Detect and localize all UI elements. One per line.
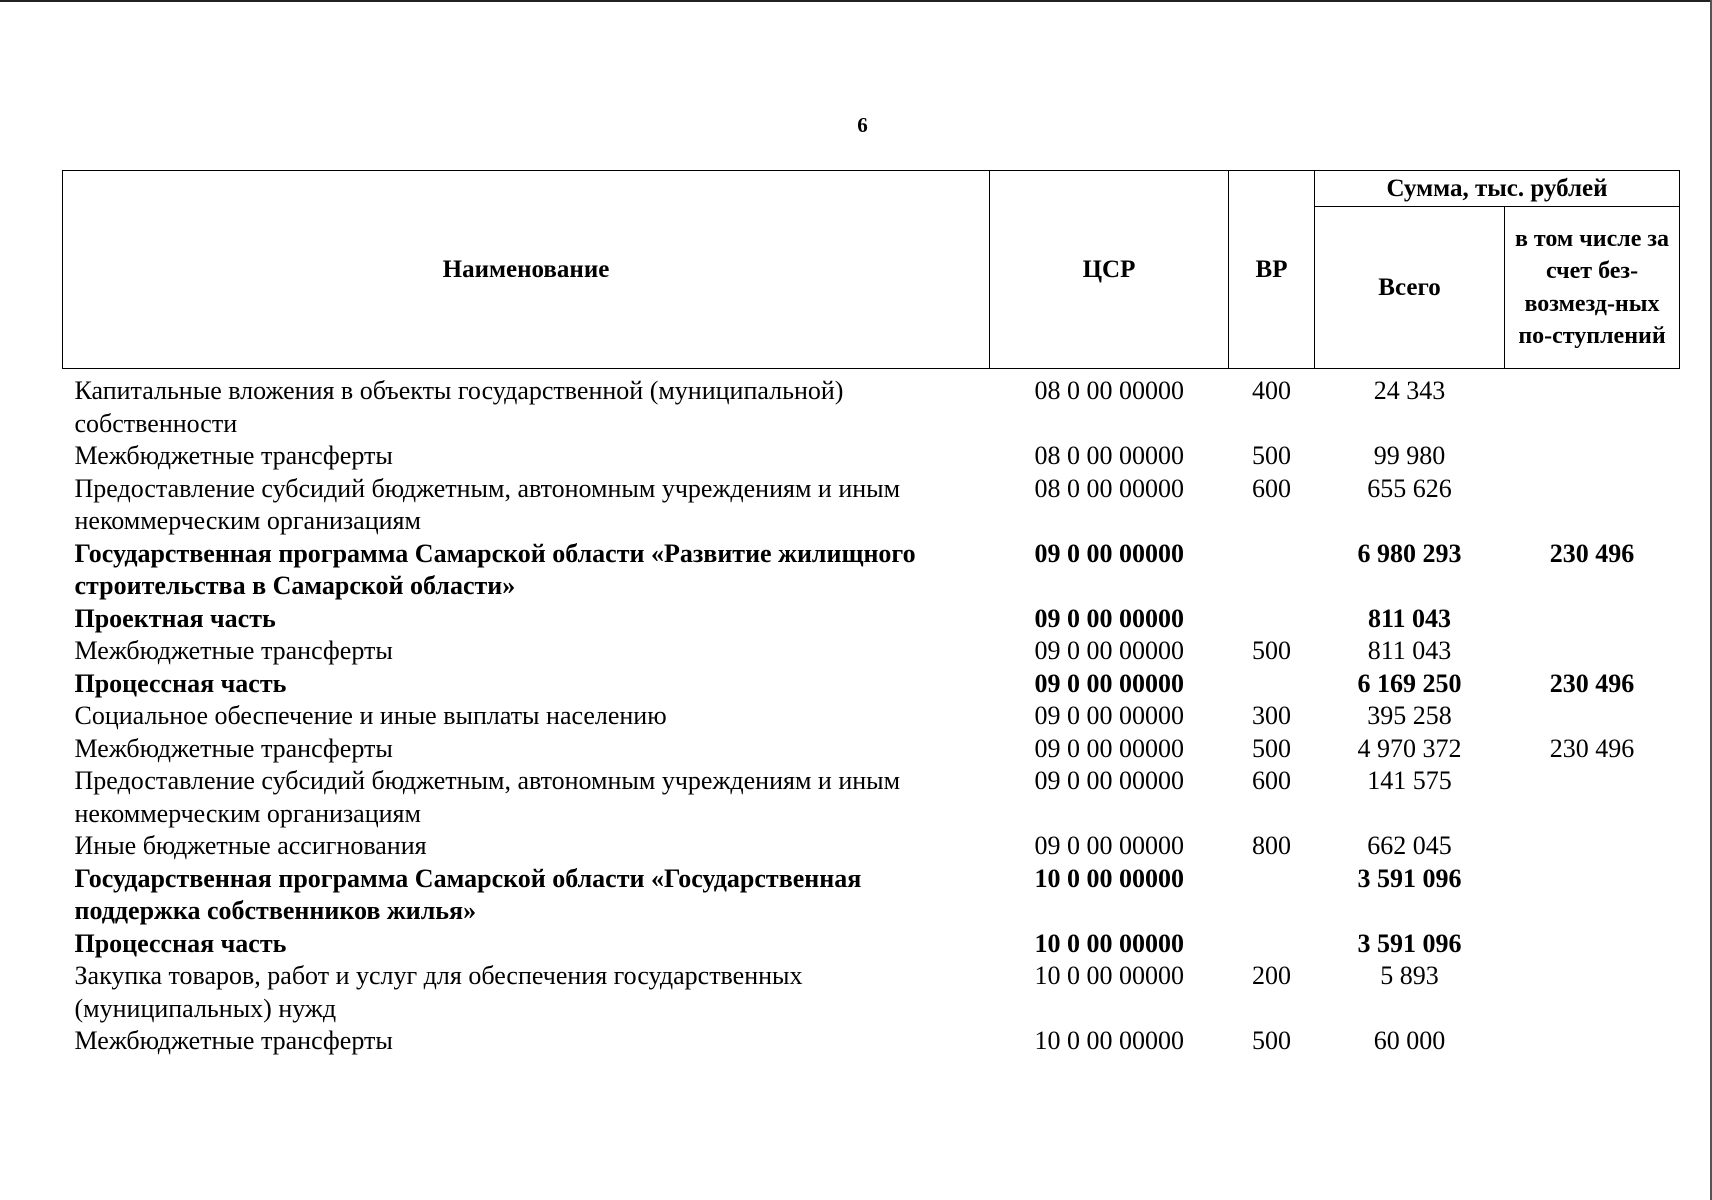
cell-total: 3 591 096 xyxy=(1357,863,1462,893)
cell-total: 395 258 xyxy=(1367,701,1452,730)
cell-grant xyxy=(1505,440,1680,473)
cell-grant xyxy=(1505,960,1680,1025)
cell-grant xyxy=(1505,473,1680,538)
cell-csr: 09 0 00 00000 xyxy=(1034,636,1184,665)
cell-vr: 300 xyxy=(1252,701,1291,730)
cell-vr: 200 xyxy=(1252,961,1291,990)
table-row xyxy=(63,473,1680,538)
cell-vr xyxy=(1229,863,1315,928)
header-csr: ЦСР xyxy=(990,171,1229,369)
cell-grant xyxy=(1505,603,1680,636)
cell-grant xyxy=(1505,369,1680,441)
cell-total: 60 000 xyxy=(1373,1026,1446,1055)
header-sum: Сумма, тыс. рублей xyxy=(1315,171,1680,207)
cell-vr: 600 xyxy=(1252,766,1291,795)
cell-grant: 230 496 xyxy=(1549,733,1635,763)
cell-total: 6 980 293 xyxy=(1357,538,1462,568)
cell-vr: 400 xyxy=(1252,376,1291,405)
table-row xyxy=(63,635,1680,668)
table-row xyxy=(63,960,1680,1025)
cell-total: 6 169 250 xyxy=(1357,668,1462,698)
cell-grant: 230 496 xyxy=(1549,668,1635,698)
budget-table xyxy=(62,170,1680,1058)
cell-name: Межбюджетные трансферты xyxy=(74,441,393,470)
cell-grant xyxy=(1505,700,1680,733)
cell-csr: 09 0 00 00000 xyxy=(1034,766,1184,795)
table-row xyxy=(63,369,1680,441)
scan-edge-top xyxy=(0,0,1712,2)
cell-csr: 09 0 00 00000 xyxy=(1034,538,1184,568)
cell-name: Предоставление субсидий бюджетным, автономным учреждениям и иным некоммерческим организациям xyxy=(74,766,901,828)
cell-total: 662 045 xyxy=(1367,831,1452,860)
page-number: 6 xyxy=(857,113,868,137)
cell-total: 4 970 372 xyxy=(1357,733,1462,763)
cell-csr: 10 0 00 00000 xyxy=(1034,863,1184,893)
cell-name: Межбюджетные трансферты xyxy=(74,1026,393,1055)
cell-total: 655 626 xyxy=(1367,473,1452,503)
header-grant: в том числе за счет без-возмезд-ных по-ступлений xyxy=(1505,207,1680,369)
cell-vr: 500 xyxy=(1252,733,1291,763)
cell-grant xyxy=(1505,863,1680,928)
cell-name: Государственная программа Самарской области «Развитие жилищного строительства в Самарской области» xyxy=(74,538,916,600)
cell-name: Капитальные вложения в объекты государственной (муниципальной) собственности xyxy=(74,376,844,438)
cell-name: Процессная часть xyxy=(74,928,287,958)
cell-vr: 500 xyxy=(1252,441,1291,470)
table-row xyxy=(63,733,1680,766)
table-row xyxy=(63,830,1680,863)
table-row xyxy=(63,765,1680,830)
cell-grant: 230 496 xyxy=(1549,538,1635,568)
cell-total: 3 591 096 xyxy=(1357,928,1462,958)
cell-total: 5 893 xyxy=(1380,961,1439,990)
cell-csr: 10 0 00 00000 xyxy=(1034,961,1184,990)
cell-vr: 600 xyxy=(1252,473,1291,503)
cell-csr: 09 0 00 00000 xyxy=(1034,733,1184,763)
table-row xyxy=(63,1025,1680,1058)
cell-grant xyxy=(1505,635,1680,668)
cell-total: 811 043 xyxy=(1367,636,1452,665)
cell-csr: 10 0 00 00000 xyxy=(1034,928,1184,958)
header-name: Наименование xyxy=(63,171,990,369)
cell-csr: 08 0 00 00000 xyxy=(1034,441,1184,470)
cell-total: 24 343 xyxy=(1373,376,1446,405)
cell-vr xyxy=(1229,668,1315,701)
cell-csr: 09 0 00 00000 xyxy=(1034,831,1184,860)
cell-grant xyxy=(1505,765,1680,830)
table-row xyxy=(63,440,1680,473)
table-row xyxy=(63,668,1680,701)
cell-csr: 09 0 00 00000 xyxy=(1034,668,1184,698)
cell-name: Иные бюджетные ассигнования xyxy=(74,831,427,860)
cell-vr xyxy=(1229,928,1315,961)
cell-csr: 08 0 00 00000 xyxy=(1034,376,1184,405)
cell-vr: 500 xyxy=(1252,1026,1291,1055)
cell-csr: 08 0 00 00000 xyxy=(1034,473,1184,503)
cell-name: Проектная часть xyxy=(74,603,276,633)
cell-total: 99 980 xyxy=(1373,441,1446,470)
cell-total: 811 043 xyxy=(1367,603,1452,633)
cell-csr: 10 0 00 00000 xyxy=(1034,1026,1184,1055)
cell-vr: 500 xyxy=(1252,636,1291,665)
table-row xyxy=(63,928,1680,961)
cell-name: Межбюджетные трансферты xyxy=(74,636,393,665)
cell-total: 141 575 xyxy=(1367,766,1452,795)
table-row xyxy=(63,538,1680,603)
cell-name: Межбюджетные трансферты xyxy=(74,733,393,763)
cell-name: Государственная программа Самарской области «Государственная поддержка собственников жилья» xyxy=(74,863,862,925)
cell-csr: 09 0 00 00000 xyxy=(1034,603,1184,633)
cell-name: Предоставление субсидий бюджетным, автономным учреждениям и иным некоммерческим организациям xyxy=(74,473,901,535)
cell-name: Закупка товаров, работ и услуг для обеспечения государственных (муниципальных) нужд xyxy=(74,961,803,1023)
cell-name: Процессная часть xyxy=(74,668,287,698)
cell-grant xyxy=(1505,1025,1680,1058)
header-total: Всего xyxy=(1315,207,1505,369)
cell-vr xyxy=(1229,603,1315,636)
table-row xyxy=(63,863,1680,928)
cell-grant xyxy=(1505,928,1680,961)
cell-csr: 09 0 00 00000 xyxy=(1034,701,1184,730)
cell-grant xyxy=(1505,830,1680,863)
cell-vr: 800 xyxy=(1252,831,1291,860)
table-row xyxy=(63,603,1680,636)
header-vr: ВР xyxy=(1229,171,1315,369)
cell-vr xyxy=(1229,538,1315,603)
table-row xyxy=(63,700,1680,733)
cell-name: Социальное обеспечение и иные выплаты населению xyxy=(74,701,667,730)
